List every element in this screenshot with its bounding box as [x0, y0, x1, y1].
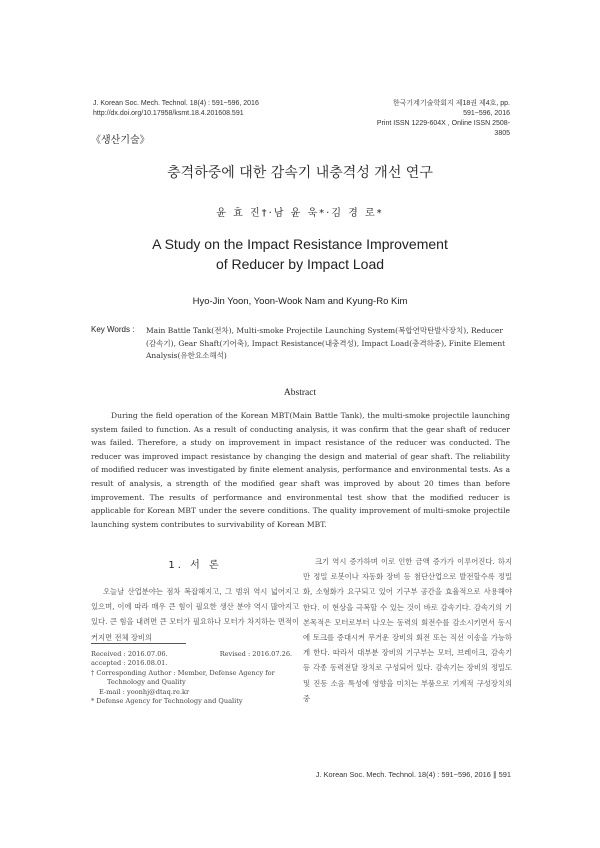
- page-footer: J. Korean Soc. Mech. Technol. 18(4) : 591~596, 2016 ∥ 591: [315, 770, 511, 779]
- paper-title-korean: 충격하중에 대한 감속기 내충격성 개선 연구: [167, 165, 433, 181]
- section-tag: 《생산기술》: [91, 135, 150, 146]
- issn-line: Print ISSN 1229-604X , Online ISSN 2508-3805: [376, 120, 510, 137]
- email-line: E-mail : yoonhj@dtaq.re.kr: [99, 687, 190, 696]
- citation-line: J. Korean Soc. Mech. Technol. 18(4) : 591~596, 2016: [93, 100, 259, 107]
- dates-line: [91, 650, 306, 659]
- corresponding-author-affil: Technology and Quality: [107, 678, 186, 687]
- keywords-text: Main Battle Tank(전차), Multi-smoke Projectile Launching System(복합연막탄발사장치), Reducer (감속기), Gear Shaft(기어축), Impact Resistance(내충격성), Impact Load(충격하중), Finite Element Analysis(유한요소해석): [146, 326, 506, 360]
- keywords-label: Key Words :: [91, 325, 135, 334]
- title-en-line2: of Reducer by Impact Load: [215, 256, 385, 272]
- authors-english: Hyo-Jin Yoon, Yoon-Wook Nam and Kyung-Ro Kim: [192, 296, 408, 307]
- corresponding-author: † Corresponding Author : Member, Defense Agency for: [91, 668, 275, 677]
- journal-volume-ko: 한국기계기술학회지 제18권 제4호, pp. 591~596, 2016: [392, 100, 510, 117]
- section-heading-introduction: 1. 서 론: [168, 560, 222, 571]
- title-en-line1: A Study on the Impact Resistance Improvement: [152, 236, 448, 252]
- journal-issn: [370, 99, 510, 139]
- footnotes: [91, 650, 306, 706]
- affiliation-footnote: * Defense Agency for Technology and Quality: [91, 697, 243, 706]
- intro-right-column: 크기 역시 증가하며 이로 인한 금액 증가가 이루어진다. 하지만 정밀 로봇이나 자동화 장비 등 첨단산업으로 발전할수록 정밀화, 소형화가 요구되고 있어 기구부 공간을 효율적으로 사용해야 한다. 이 현상을 극복할 수 있는 것이 바로 감속기다. 감속기의 기본목적은 모터로부터 나오는 동력의 회전수를 감소시키면서 동시에 토크를 증대시켜 무거운 장비의 회전 또는 직선 이송을 가능하게 한다. 따라서 대부분 장비의 기구부는 모터, 브레이크, 감속기 등 각종 동력전달 장치로 구성되어 있다. 감속기는 장비의 정밀도 및 진동 소음 특성에 영향을 미치는 부품으로 기계적 구성장치의 중: [303, 557, 512, 703]
- doi-link[interactable]: http://dx.doi.org/10.17958/ksmt.18.4.201608.591: [93, 110, 244, 117]
- journal-citation: [93, 99, 259, 119]
- abstract-body: During the field operation of the Korean MBT(Main Battle Tank), the multi-smoke projectile launching system failed to function. As a result of conducting analysis, it was confirm that the gear shaft of reducer was failed. Therefore, a study on improvement in impact resistance of the reducer was conducted. The reducer was improved impact resistance by changing the design and material of gear shaft. The reliability of modified reducer was investigated by finite element analysis, performance and environmental tests. As a result of analysis, a strength of the modified gear shaft was improved by about 20 times than before improvement. The results of performance and environmental test show that the modified reducer is applicable for Korean MBT under the severe conditions. The quality improvement of multi-smoke projectile launching system contributes to survivability of Korean MBT.: [91, 411, 510, 529]
- authors-korean: 윤 효 진†·남 윤 욱*·김 경 로*: [216, 208, 384, 219]
- received-date: Received : 2016.07.06.: [91, 650, 168, 658]
- paper-title-english: [0, 234, 600, 274]
- revised-date: Revised : 2016.07.26.: [219, 650, 293, 658]
- abstract-heading: Abstract: [283, 388, 317, 398]
- intro-left-column: 오늘날 산업분야는 점차 복잡해지고, 그 범위 역시 넓어지고 있으며, 이에 따라 매우 큰 힘이 필요한 생산 분야 역시 많아지고 있다. 큰 힘을 내려면 큰 모터가 필요하나 모터가 차지하는 면적이 커지면 전체 장비의: [91, 587, 299, 642]
- footnote-divider: [91, 643, 186, 644]
- accepted-date: accepted : 2016.08.01.: [91, 659, 168, 668]
